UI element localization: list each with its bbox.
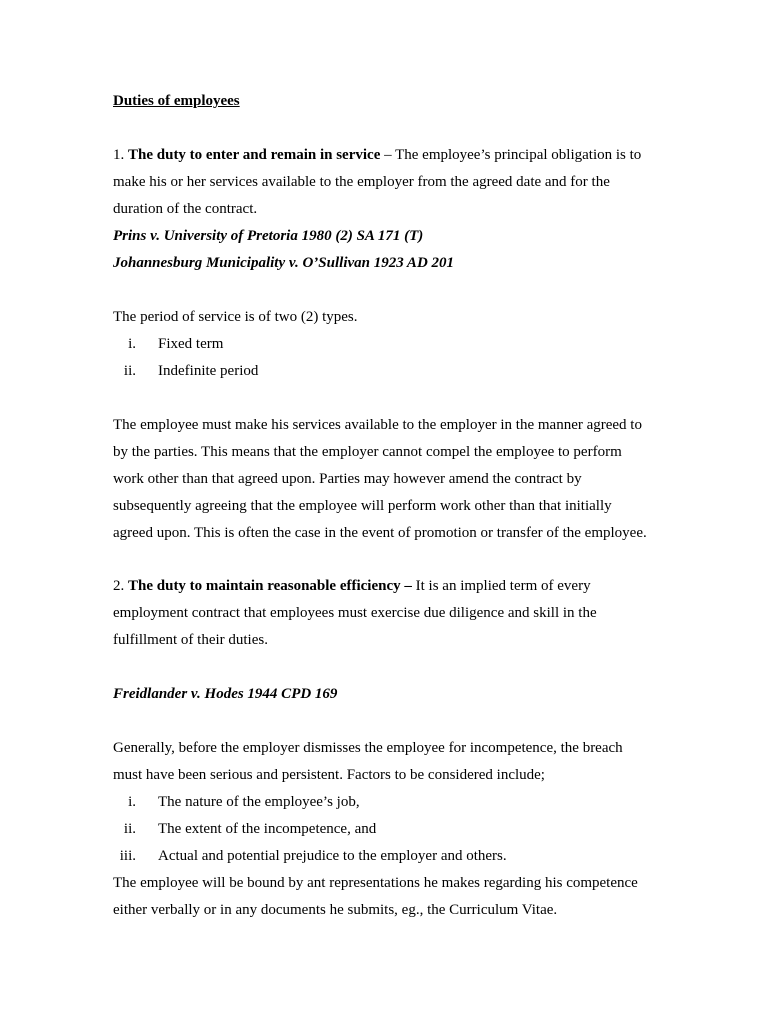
period-intro: The period of service is of two (2) types. (113, 309, 358, 325)
paragraph-line: must have been serious and persistent. Factors to be considered include; (113, 767, 545, 783)
section-1-number: 1. (113, 147, 125, 163)
list-item-text: Actual and potential prejudice to the employer and others. (158, 848, 507, 864)
list-item-number: iii. (119, 848, 136, 864)
section-2-number: 2. (113, 578, 125, 594)
list-item-number: i. (128, 794, 136, 810)
list-item-number: i. (128, 336, 136, 352)
document-page (113, 88, 658, 924)
list-item (113, 789, 658, 816)
list-item (113, 816, 658, 843)
section-2-first-line (113, 573, 658, 600)
section-2-text-line: fulfillment of their duties. (113, 632, 268, 648)
section-2-heading: The duty to maintain reasonable efficiency – (128, 578, 412, 594)
section-1-text-line: duration of the contract. (113, 201, 258, 217)
list-item-text: Fixed term (158, 336, 224, 352)
paragraph-line: The employee will be bound by ant representations he makes regarding his competence (113, 875, 638, 891)
list-item (113, 358, 658, 385)
list-item (113, 331, 658, 358)
paragraph-line: work other than that agreed upon. Parties may however amend the contract by (113, 471, 582, 487)
case-citation: Prins v. University of Pretoria 1980 (2) SA 171 (T) (113, 228, 424, 244)
paragraph-line: agreed upon. This is often the case in the event of promotion or transfer of the employee. (113, 525, 647, 541)
section-1-heading: The duty to enter and remain in service (128, 147, 381, 163)
section-1-text-line: – The employee’s principal obligation is to (380, 147, 642, 163)
list-item-text: The nature of the employee’s job, (158, 794, 360, 810)
section-1-text-line: make his or her services available to the employer from the agreed date and for the (113, 174, 610, 190)
paragraph-line: subsequently agreeing that the employee will perform work other than that initially (113, 498, 612, 514)
list-item (113, 843, 658, 870)
case-citation: Johannesburg Municipality v. O’Sullivan 1923 AD 201 (113, 255, 455, 271)
document-title: Duties of employees (113, 93, 240, 109)
paragraph-line: The employee must make his services available to the employer in the manner agreed to (113, 417, 642, 433)
section-2-text-line: employment contract that employees must exercise due diligence and skill in the (113, 605, 597, 621)
case-citation: Freidlander v. Hodes 1944 CPD 169 (113, 686, 338, 702)
section-2-text-line: It is an implied term of every (411, 578, 591, 594)
paragraph-line: by the parties. This means that the employer cannot compel the employee to perform (113, 444, 622, 460)
paragraph-line: either verbally or in any documents he submits, eg., the Curriculum Vitae. (113, 902, 558, 918)
list-item-number: ii. (123, 821, 136, 837)
list-item-text: The extent of the incompetence, and (158, 821, 377, 837)
paragraph-line: Generally, before the employer dismisses the employee for incompetence, the breach (113, 740, 623, 756)
list-item-number: ii. (123, 363, 136, 379)
list-item-text: Indefinite period (158, 363, 259, 379)
section-1-first-line (113, 142, 658, 169)
